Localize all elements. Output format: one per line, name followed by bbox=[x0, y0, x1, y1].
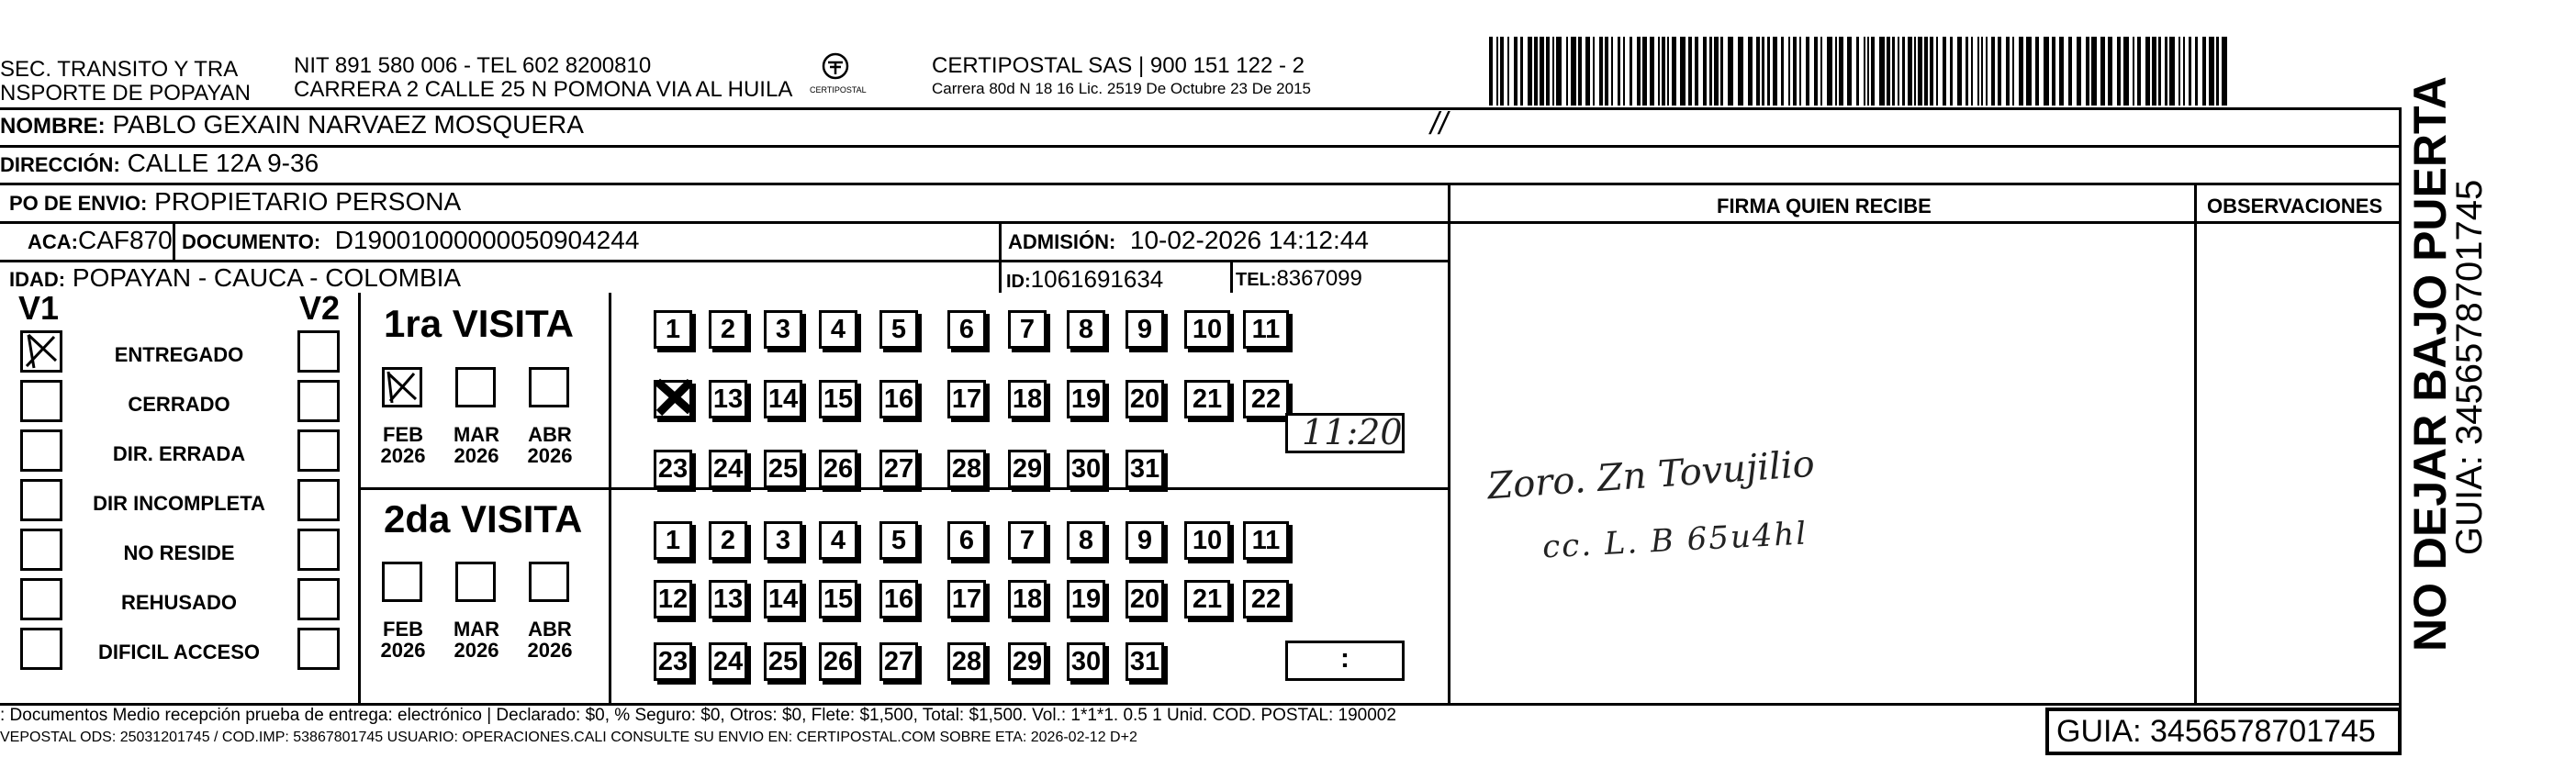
barcode-bar bbox=[1578, 37, 1582, 106]
barcode-bar bbox=[2077, 37, 2081, 106]
barcode-bar bbox=[2035, 37, 2039, 106]
barcode-bar bbox=[2158, 37, 2161, 106]
second-visit-month-feb-checkbox[interactable] bbox=[382, 562, 422, 602]
barcode-bar bbox=[2086, 37, 2089, 106]
barcode-bar bbox=[1887, 37, 1890, 106]
month-label bbox=[371, 619, 435, 661]
month-year: 2026 bbox=[454, 639, 499, 663]
first-visit-day-15[interactable]: 15 bbox=[819, 380, 857, 418]
barcode-bar bbox=[2209, 37, 2214, 106]
barcode-bar bbox=[1820, 37, 1822, 106]
first-visit-day-11[interactable]: 11 bbox=[1243, 310, 1289, 349]
barcode bbox=[1489, 37, 2231, 106]
barcode-bar bbox=[1788, 37, 1790, 106]
second-visit-day-15[interactable]: 15 bbox=[819, 580, 857, 619]
second-visit-day-25[interactable]: 25 bbox=[764, 642, 802, 681]
second-visit-day-11[interactable]: 11 bbox=[1243, 521, 1289, 560]
barcode-bar bbox=[2137, 37, 2141, 106]
logo-caption: CERTIPOSTAL bbox=[810, 85, 867, 95]
barcode-bar bbox=[2202, 37, 2206, 106]
month-name: MAR bbox=[453, 618, 500, 641]
first-visit-day-8[interactable]: 8 bbox=[1067, 310, 1105, 349]
barcode-bar bbox=[1856, 37, 1859, 106]
first-visit-month-abr-checkbox[interactable] bbox=[529, 367, 569, 407]
second-visit-day-6[interactable]: 6 bbox=[947, 521, 986, 560]
tel-value: 8367099 bbox=[1276, 266, 1362, 291]
barcode-bar bbox=[1688, 37, 1692, 106]
barcode-bar bbox=[2100, 37, 2105, 106]
v2-checkbox-cerrado[interactable] bbox=[297, 380, 340, 422]
barcode-bar bbox=[1593, 37, 1595, 106]
barcode-bar bbox=[1748, 37, 1753, 106]
v1-checkbox-rehusado[interactable] bbox=[20, 578, 62, 620]
first-visit-day-30[interactable]: 30 bbox=[1067, 450, 1105, 488]
barcode-bar bbox=[1630, 37, 1632, 106]
nombre-label: NOMBRE: bbox=[0, 114, 106, 139]
signature-line2: cc. L. B 65u4hl bbox=[1541, 515, 1809, 566]
ciudad-label: IDAD: bbox=[9, 268, 66, 291]
second-visit-title: 2da VISITA bbox=[384, 497, 583, 541]
first-visit-day-17[interactable]: 17 bbox=[947, 380, 986, 418]
barcode-bar bbox=[1623, 37, 1625, 106]
v2-label: V2 bbox=[299, 289, 341, 327]
first-visit-day-14[interactable]: 14 bbox=[764, 380, 802, 418]
second-visit-month-mar-checkbox[interactable] bbox=[455, 562, 496, 602]
barcode-bar bbox=[1864, 37, 1865, 106]
second-visit-day-17[interactable]: 17 bbox=[947, 580, 986, 619]
barcode-bar bbox=[2117, 37, 2121, 106]
barcode-bar bbox=[1936, 37, 1938, 106]
barcode-bar bbox=[1566, 37, 1568, 106]
footer-line1: : Documentos Medio recepción prueba de entrega: electrónico | Declarado: $0, % Seguro: $0, Otros: $0, Flete: $1,500, Total: $1,500. Vol.: 1*1*1. 0.5 1 Unid. COD. POSTAL: 190002 bbox=[0, 706, 1396, 725]
barcode-bar bbox=[1991, 37, 1995, 106]
barcode-bar bbox=[2133, 37, 2134, 106]
barcode-bar bbox=[1799, 37, 1801, 106]
v1-label: V1 bbox=[18, 289, 60, 327]
barcode-bar bbox=[1667, 37, 1669, 106]
barcode-bar bbox=[2068, 37, 2072, 106]
barcode-bar bbox=[1514, 37, 1518, 106]
first-visit-day-21[interactable]: 21 bbox=[1184, 380, 1230, 418]
v1-checkbox-dir-incompleta[interactable] bbox=[20, 479, 62, 521]
tipo-value: PROPIETARIO PERSONA bbox=[154, 187, 462, 216]
id-label: ID: bbox=[1006, 272, 1031, 292]
month-year: 2026 bbox=[527, 444, 573, 468]
v2-checkbox-dificil-acceso[interactable] bbox=[297, 628, 340, 670]
second-visit-day-7[interactable]: 7 bbox=[1008, 521, 1047, 560]
second-visit-day-19[interactable]: 19 bbox=[1067, 580, 1105, 619]
second-visit-day-12[interactable]: 12 bbox=[654, 580, 692, 619]
barcode-bar bbox=[1546, 37, 1550, 106]
second-visit-day-16[interactable]: 16 bbox=[879, 580, 918, 619]
v1-checkbox-dir-errada[interactable] bbox=[20, 429, 62, 472]
month-year: 2026 bbox=[380, 639, 426, 663]
status-label: NO RESIDE bbox=[123, 541, 235, 564]
v2-checkbox-entregado[interactable] bbox=[297, 330, 340, 373]
barcode-bar bbox=[2178, 37, 2180, 106]
second-visit-day-1[interactable]: 1 bbox=[654, 521, 692, 560]
barcode-bar bbox=[1762, 37, 1764, 106]
first-visit-day-5[interactable]: 5 bbox=[879, 310, 918, 349]
first-visit-month-mar-checkbox[interactable] bbox=[455, 367, 496, 407]
nombre-value: PABLO GEXAIN NARVAEZ MOSQUERA bbox=[112, 110, 584, 139]
barcode-bar bbox=[1827, 37, 1832, 106]
first-visit-day-29[interactable]: 29 bbox=[1008, 450, 1047, 488]
barcode-bar bbox=[1867, 37, 1869, 106]
barcode-bar bbox=[1847, 37, 1852, 106]
second-visit-day-31[interactable]: 31 bbox=[1126, 642, 1164, 681]
barcode-bar bbox=[1695, 37, 1698, 106]
barcode-bar bbox=[1672, 37, 1676, 106]
month-name: ABR bbox=[528, 423, 572, 446]
barcode-bar bbox=[1781, 37, 1784, 106]
second-visit-day-2[interactable]: 2 bbox=[709, 521, 747, 560]
barcode-bar bbox=[2012, 37, 2014, 106]
barcode-bar bbox=[2189, 37, 2191, 106]
barcode-bar bbox=[1767, 37, 1770, 106]
signature-line1: Zoro. Zn Tovujilio bbox=[1485, 442, 1817, 508]
barcode-bar bbox=[2059, 37, 2064, 106]
barcode-bar bbox=[1637, 37, 1641, 106]
barcode-bar bbox=[1650, 37, 1654, 106]
barcode-bar bbox=[1571, 37, 1576, 106]
barcode-bar bbox=[1540, 37, 1544, 106]
barcode-bar bbox=[1908, 37, 1912, 106]
barcode-bar bbox=[1709, 37, 1712, 106]
status-label: DIFICIL ACCESO bbox=[97, 641, 260, 663]
barcode-bar bbox=[2123, 37, 2129, 106]
v1-checkbox-no-reside[interactable] bbox=[20, 529, 62, 571]
barcode-bar bbox=[1642, 37, 1647, 106]
month-year: 2026 bbox=[454, 444, 499, 468]
barcode-bar bbox=[2019, 37, 2023, 106]
first-visit-day-28[interactable]: 28 bbox=[947, 450, 986, 488]
barcode-bar bbox=[2044, 37, 2049, 106]
barcode-bar bbox=[1528, 37, 1532, 106]
barcode-bar bbox=[1902, 37, 1905, 106]
barcode-bar bbox=[1986, 37, 1988, 106]
barcode-bar bbox=[1728, 37, 1733, 106]
v2-checkbox-no-reside[interactable] bbox=[297, 529, 340, 571]
first-visit-day-3[interactable]: 3 bbox=[764, 310, 802, 349]
barcode-bar bbox=[2108, 37, 2112, 106]
month-name: MAR bbox=[453, 423, 500, 446]
barcode-bar bbox=[2165, 37, 2167, 106]
barcode-bar bbox=[1871, 37, 1875, 106]
barcode-bar bbox=[1507, 37, 1509, 106]
placa-value: CAF870 bbox=[78, 226, 173, 254]
day-12-check-icon bbox=[654, 376, 696, 418]
first-visit-day-22[interactable]: 22 bbox=[1243, 380, 1289, 418]
barcode-bar bbox=[1957, 37, 1962, 106]
barcode-bar bbox=[1950, 37, 1953, 106]
barcode-bar bbox=[2006, 37, 2010, 106]
barcode-bar bbox=[1814, 37, 1818, 106]
ciudad-value: POPAYAN - CAUCA - COLOMBIA bbox=[72, 263, 462, 292]
month-label bbox=[371, 424, 435, 466]
second-visit-day-21[interactable]: 21 bbox=[1184, 580, 1230, 619]
month-year: 2026 bbox=[527, 639, 573, 663]
observaciones-header: OBSERVACIONES bbox=[2207, 195, 2383, 217]
admision-label: ADMISIÓN: bbox=[1008, 230, 1116, 253]
barcode-bar bbox=[2152, 37, 2156, 106]
barcode-bar bbox=[1611, 37, 1613, 106]
second-visit-month-abr-checkbox[interactable] bbox=[529, 562, 569, 602]
first-visit-day-27[interactable]: 27 bbox=[879, 450, 918, 488]
sender-address: CARRERA 2 CALLE 25 N POMONA VIA AL HUILA bbox=[294, 77, 793, 102]
barcode-bar bbox=[1892, 37, 1895, 106]
barcode-bar bbox=[1605, 37, 1608, 106]
first-visit-day-23[interactable]: 23 bbox=[654, 450, 692, 488]
second-visit-day-26[interactable]: 26 bbox=[819, 642, 857, 681]
barcode-bar bbox=[1977, 37, 1979, 106]
barcode-bar bbox=[1898, 37, 1899, 106]
second-visit-day-30[interactable]: 30 bbox=[1067, 642, 1105, 681]
second-visit-day-20[interactable]: 20 bbox=[1126, 580, 1164, 619]
first-visit-day-18[interactable]: 18 bbox=[1008, 380, 1047, 418]
first-visit-day-26[interactable]: 26 bbox=[819, 450, 857, 488]
barcode-bar bbox=[2091, 37, 2097, 106]
barcode-bar bbox=[1793, 37, 1797, 106]
barcode-bar bbox=[1914, 37, 1916, 106]
month-label bbox=[444, 424, 509, 466]
documento-label: DOCUMENTO: bbox=[182, 230, 321, 253]
first-visit-month-feb-checkbox[interactable] bbox=[382, 367, 422, 407]
second-visit-day-10[interactable]: 10 bbox=[1184, 521, 1230, 560]
barcode-bar bbox=[2183, 37, 2185, 106]
second-visit-day-9[interactable]: 9 bbox=[1126, 521, 1164, 560]
barcode-bar bbox=[1835, 37, 1837, 106]
barcode-bar bbox=[1520, 37, 1523, 106]
barcode-bar bbox=[1585, 37, 1590, 106]
status-label: CERRADO bbox=[128, 393, 230, 416]
barcode-bar bbox=[1720, 37, 1723, 106]
documento-value: D19001000000050904244 bbox=[334, 226, 640, 254]
status-label: REHUSADO bbox=[121, 591, 237, 614]
v1-checkbox-entregado[interactable] bbox=[20, 330, 62, 373]
barcode-bar bbox=[1662, 37, 1665, 106]
first-visit-day-16[interactable]: 16 bbox=[879, 380, 918, 418]
v2-checkbox-dir-incompleta[interactable] bbox=[297, 479, 340, 521]
barcode-bar bbox=[2195, 37, 2198, 106]
id-value: 1061691634 bbox=[1030, 265, 1164, 293]
second-visit-day-29[interactable]: 29 bbox=[1008, 642, 1047, 681]
first-visit-day-25[interactable]: 25 bbox=[764, 450, 802, 488]
certipostal-logo-icon bbox=[790, 50, 881, 95]
first-visit-day-4[interactable]: 4 bbox=[819, 310, 857, 349]
barcode-bar bbox=[1680, 37, 1686, 106]
first-visit-time: 11:20 bbox=[1302, 412, 1403, 452]
first-visit-title: 1ra VISITA bbox=[384, 302, 574, 345]
barcode-bar bbox=[1618, 37, 1620, 106]
barcode-bar bbox=[1489, 37, 1493, 106]
first-visit-day-24[interactable]: 24 bbox=[709, 450, 747, 488]
barcode-bar bbox=[2145, 37, 2150, 106]
barcode-bar bbox=[1924, 37, 1928, 106]
month-name: ABR bbox=[528, 618, 572, 641]
no-dejar-bajo-puerta: NO DEJAR BAJO PUERTA bbox=[2404, 76, 2456, 652]
first-visit-day-6[interactable]: 6 bbox=[947, 310, 986, 349]
barcode-bar bbox=[1918, 37, 1922, 106]
sender-nit: NIT 891 580 006 - TEL 602 8200810 bbox=[294, 53, 652, 78]
tipo-label: PO DE ENVIO: bbox=[9, 192, 148, 215]
second-visit-day-22[interactable]: 22 bbox=[1243, 580, 1289, 619]
v1-checkbox-dificil-acceso[interactable] bbox=[20, 628, 62, 670]
second-visit-day-3[interactable]: 3 bbox=[764, 521, 802, 560]
first-visit-day-9[interactable]: 9 bbox=[1126, 310, 1164, 349]
barcode-bar bbox=[1966, 37, 1968, 106]
barcode-bar bbox=[1738, 37, 1743, 106]
status-label: DIR INCOMPLETA bbox=[93, 492, 265, 515]
v1-checkbox-cerrado[interactable] bbox=[20, 380, 62, 422]
second-visit-day-18[interactable]: 18 bbox=[1008, 580, 1047, 619]
footer-line2: VEPOSTAL ODS: 25031201745 / COD.IMP: 53867801745 USUARIO: OPERACIONES.CALI CONSULTE SU ENVIO EN: CERTIPOSTAL.COM SOBRE ETA: 2026-02-12 D+2 bbox=[0, 730, 1137, 745]
second-visit-day-28[interactable]: 28 bbox=[947, 642, 986, 681]
month-name: FEB bbox=[383, 618, 423, 641]
company-line2: Carrera 80d N 18 16 Lic. 2519 De Octubre 23 De 2015 bbox=[932, 80, 1311, 97]
first-visit-day-7[interactable]: 7 bbox=[1008, 310, 1047, 349]
v2-checkbox-rehusado[interactable] bbox=[297, 578, 340, 620]
second-visit-day-24[interactable]: 24 bbox=[709, 642, 747, 681]
barcode-bar bbox=[1998, 37, 2001, 106]
company-line1: CERTIPOSTAL SAS | 900 151 122 - 2 bbox=[932, 53, 1305, 78]
first-visit-day-31[interactable]: 31 bbox=[1126, 450, 1164, 488]
month-year: 2026 bbox=[380, 444, 426, 468]
second-visit-day-13[interactable]: 13 bbox=[709, 580, 747, 619]
sender-name-line1: SEC. TRANSITO Y TRA bbox=[0, 57, 239, 82]
placa-label: ACA: bbox=[28, 230, 78, 253]
month-label bbox=[518, 619, 582, 661]
second-visit-day-8[interactable]: 8 bbox=[1067, 521, 1105, 560]
barcode-bar bbox=[2222, 37, 2227, 106]
barcode-bar bbox=[2169, 37, 2175, 106]
barcode-bar bbox=[2052, 37, 2055, 106]
v2-checkbox-dir-errada[interactable] bbox=[297, 429, 340, 472]
first-visit-day-20[interactable]: 20 bbox=[1126, 380, 1164, 418]
tel-label: TEL: bbox=[1236, 270, 1277, 290]
first-visit-day-1[interactable]: 1 bbox=[654, 310, 692, 349]
barcode-bar bbox=[1971, 37, 1973, 106]
second-visit-day-4[interactable]: 4 bbox=[819, 521, 857, 560]
second-visit-day-27[interactable]: 27 bbox=[879, 642, 918, 681]
month-name: FEB bbox=[383, 423, 423, 446]
barcode-bar bbox=[2026, 37, 2032, 106]
barcode-bar bbox=[1599, 37, 1603, 106]
barcode-bar bbox=[1981, 37, 1983, 106]
barcode-bar bbox=[1930, 37, 1933, 106]
nombre-mark: // bbox=[1430, 106, 1448, 141]
status-label: DIR. ERRADA bbox=[112, 442, 246, 465]
month-label bbox=[444, 619, 509, 661]
barcode-bar bbox=[1552, 37, 1554, 106]
barcode-bar bbox=[1806, 37, 1809, 106]
barcode-bar bbox=[1839, 37, 1843, 106]
second-visit-day-14[interactable]: 14 bbox=[764, 580, 802, 619]
side-guia: GUIA: 3456578701745 bbox=[2449, 179, 2490, 555]
direccion-label: DIRECCIÓN: bbox=[0, 153, 120, 176]
first-visit-day-2[interactable]: 2 bbox=[709, 310, 747, 349]
second-visit-day-23[interactable]: 23 bbox=[654, 642, 692, 681]
first-visit-day-13[interactable]: 13 bbox=[709, 380, 747, 418]
month-label bbox=[518, 424, 582, 466]
sender-name-line2: NSPORTE DE POPAYAN bbox=[0, 81, 251, 106]
barcode-bar bbox=[1556, 37, 1562, 106]
barcode-bar bbox=[1496, 37, 1498, 106]
barcode-bar bbox=[2216, 37, 2219, 106]
barcode-bar bbox=[1773, 37, 1777, 106]
barcode-bar bbox=[1756, 37, 1760, 106]
second-visit-day-5[interactable]: 5 bbox=[879, 521, 918, 560]
barcode-bar bbox=[1879, 37, 1885, 106]
second-visit-time: : bbox=[1340, 643, 1350, 674]
first-visit-day-10[interactable]: 10 bbox=[1184, 310, 1230, 349]
barcode-bar bbox=[1500, 37, 1504, 106]
barcode-bar bbox=[1703, 37, 1707, 106]
barcode-bar bbox=[1943, 37, 1946, 106]
first-visit-day-19[interactable]: 19 bbox=[1067, 380, 1105, 418]
status-label: ENTREGADO bbox=[114, 343, 244, 366]
admision-value: 10-02-2026 14:12:44 bbox=[1129, 226, 1369, 254]
barcode-bar bbox=[1714, 37, 1719, 106]
footer-guia: GUIA: 3456578701745 bbox=[2056, 714, 2376, 749]
barcode-bar bbox=[1658, 37, 1660, 106]
firma-header: FIRMA QUIEN RECIBE bbox=[1717, 195, 1932, 217]
direccion-value: CALLE 12A 9-36 bbox=[127, 149, 319, 177]
barcode-bar bbox=[1534, 37, 1538, 106]
